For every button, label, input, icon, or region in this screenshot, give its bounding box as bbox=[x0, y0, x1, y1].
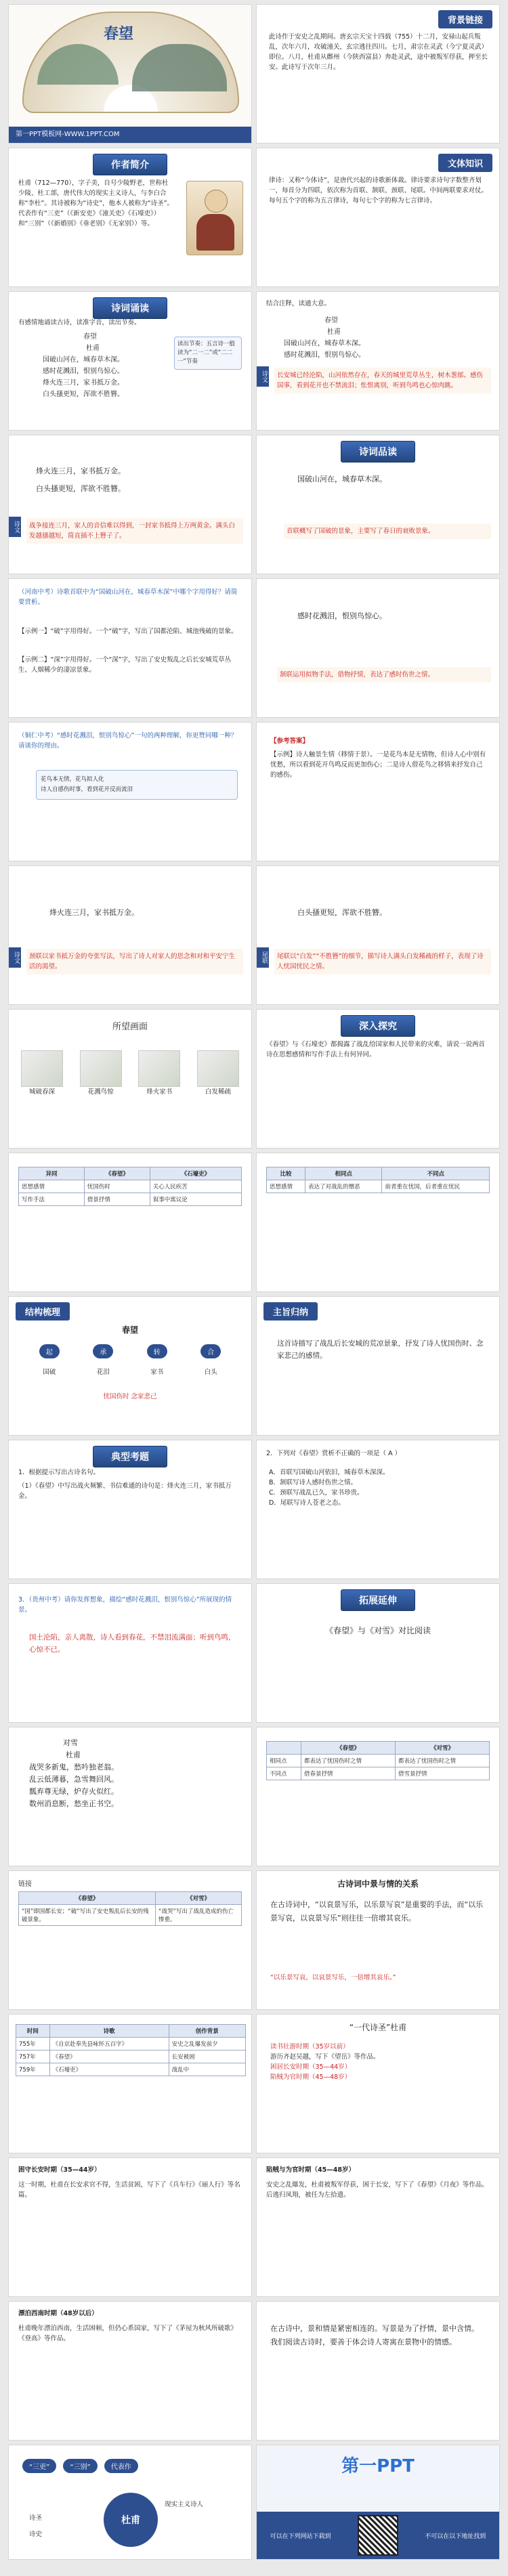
period1-text: 这一时期，杜甫在长安求官不得，生活贫困，写下了《兵车行》《丽人行》等名篇。 bbox=[18, 2181, 240, 2199]
theme-title: 主旨归纳 bbox=[263, 1302, 318, 1321]
typical-q2: 2．下列对《春望》赏析不正确的一项是（ A ） bbox=[266, 1450, 402, 1457]
slide-recite bbox=[8, 291, 252, 431]
scene-text-2: “以乐景写哀，以哀景写乐，一倍增其哀乐。” bbox=[270, 1974, 396, 1981]
duixue-line-3: 瓢弃尊无绿，炉存火似红。 bbox=[29, 1787, 119, 1796]
slide-link-table bbox=[8, 1870, 252, 2010]
explore-text: 《春望》与《石壕吏》都揭露了战乱给国家和人民带来的灾难，请说一说两首诗在思想感情和写作手法上有何异同。 bbox=[266, 1041, 486, 1058]
appreciate-note: 首联概写了国破的景象，主要写了春日的衰败景象。 bbox=[284, 523, 491, 539]
footer-logo: 第一PPT bbox=[341, 2456, 415, 2476]
duixue-line-1: 战哭多新鬼，愁吟独老翁。 bbox=[29, 1763, 119, 1772]
extension-title: 拓展延伸 bbox=[341, 1589, 415, 1611]
option-a: A．首联写国破山河依旧，城春草木深深。 bbox=[269, 1469, 389, 1476]
picture-1 bbox=[21, 1050, 63, 1087]
footer-col-1: 可以在下列网站下载到 bbox=[270, 2533, 331, 2540]
meaning-hint: 结合注释，读通大意。 bbox=[266, 300, 331, 307]
sub-3: 家书 bbox=[150, 1369, 164, 1376]
structure-title: 结构梳理 bbox=[16, 1302, 70, 1321]
couplet-line-4: 白头搔更短，浑欲不胜簪。 bbox=[36, 484, 125, 493]
typical-title: 典型考题 bbox=[93, 1446, 167, 1467]
qr-code bbox=[358, 2515, 398, 2556]
picture-2-label: 花溅鸟惊 bbox=[87, 1088, 114, 1096]
logo-strip: 第一PPT模板网-WWW.1PPT.COM bbox=[9, 127, 251, 143]
pictures-title: 所望画面 bbox=[112, 1022, 148, 1032]
couplet-line-3: 烽火连三月，家书抵万金。 bbox=[36, 467, 125, 475]
slide-summary-text bbox=[256, 2301, 500, 2441]
rhythm-note: 读出节奏：五言诗一般读为“二一二”或“二二一”节奏 bbox=[174, 337, 242, 370]
duixue-author: 杜甫 bbox=[66, 1751, 81, 1759]
exam1-answer-1: 【示例一】“破”字用得好。一个“破”字，写出了国都沦陷、城池残破的景象。 bbox=[18, 628, 238, 635]
slide-duixue-poem bbox=[8, 1727, 252, 1866]
duixue-table: 《春望》 《对雪》 相同点 都表达了忧国伤时之情 都表达了忧国伤时之情 不同点 借春景抒情 借雪景抒情 bbox=[266, 1741, 490, 1780]
link-table: 《春望》 《对雪》 “国”即国都长安；“破”写出了安史叛乱后长安的残破景象。 “战哭”写出了战乱造成的伤亡惨重。 bbox=[18, 1891, 242, 1926]
option-b: B．颔联写诗人感时伤世之情。 bbox=[269, 1479, 358, 1486]
duixue-line-2: 乱云低薄暮，急雪舞回风。 bbox=[29, 1775, 119, 1784]
picture-2 bbox=[80, 1050, 122, 1087]
slide-literature bbox=[256, 148, 500, 287]
lit-text: 律诗：又称“今体诗”，是唐代兴起的诗歌新体裁。律诗要求诗句字数整齐划一，每首分为四联，依次称为首联、颔联、颈联、尾联。中间两联要求对仗。每句五个字的称为五言律诗，每句七个字的称为七言律诗。 bbox=[269, 177, 488, 205]
lit-title: 文体知识 bbox=[438, 154, 492, 172]
couplet56-tab: 诗文 bbox=[9, 947, 21, 968]
poet-center: 杜甫 bbox=[104, 2493, 158, 2547]
couplet78-line: 白头搔更短，浑欲不胜簪。 bbox=[297, 908, 387, 917]
poem-line-r2: 感时花溅泪，恨别鸟惊心。 bbox=[284, 351, 365, 359]
scene-title: 古诗词中景与情的关系 bbox=[337, 1879, 419, 1889]
compare-table-2: 比较 相同点 不同点 思想感情 表达了对战乱的憎恶 前者重在忧国，后者重在忧民 bbox=[266, 1167, 490, 1193]
poem-title-2: 春望 bbox=[324, 317, 338, 324]
slide-duixue-table bbox=[256, 1727, 500, 1866]
couplet78-note: 尾联以“白发”“不胜簪”的细节，描写诗人满头白发稀疏的样子，表现了诗人忧国忧民之情。 bbox=[274, 949, 491, 974]
extension-text: 《春望》与《对雪》对比阅读 bbox=[324, 1626, 431, 1635]
node-4: 合 bbox=[200, 1344, 221, 1358]
exam1-question: （河南中考）诗歌首联中为“国破山河在，城春草木深”中哪个字用得好？请简要赏析。 bbox=[18, 588, 238, 606]
period2-title: 陷贼与为官时期（45—48岁） bbox=[266, 2166, 355, 2174]
answer-text: 【示例】诗人触景生情（移情于景）。一是花鸟本是无情物，但诗人心中别有忧愁，所以看到花开鸟鸣反而更加伤心；二是诗人借花鸟之移情来抒发自己的感伤。 bbox=[270, 751, 486, 779]
exam3-question: 3．（贵州中考）请你发挥想象，描绘“感时花溅泪，恨别鸟惊心”所展现的情景。 bbox=[18, 1596, 232, 1614]
slide-scene-emotion bbox=[256, 1870, 500, 2010]
period3-title: 漂泊西南时期（48岁以后） bbox=[18, 2310, 98, 2317]
couplet56-line: 烽火连三月，家书抵万金。 bbox=[49, 908, 139, 917]
scene-text: 在古诗词中，“以哀景写乐，以乐景写哀”是重要的手法，而“以乐景写哀，以哀景写乐”则往往一倍增其哀乐。 bbox=[270, 1900, 484, 1923]
exam2-item-2: 诗人自感伤时事，看到花开反而流泪 bbox=[41, 786, 133, 793]
tag-2: “三别” bbox=[63, 2459, 97, 2473]
slide-period-3 bbox=[8, 2301, 252, 2441]
sub-1: 国破 bbox=[43, 1369, 56, 1376]
slide-meaning bbox=[256, 291, 500, 431]
slide-couplet-5-6 bbox=[8, 865, 252, 1005]
exam1-answer-2: 【示例二】“深”字用得好。一个“深”字，写出了安史叛乱之后长安城荒草丛生、人烟稀少的凄凉景象。 bbox=[18, 656, 232, 674]
slide-appreciate bbox=[256, 435, 500, 574]
sub-4: 白头 bbox=[204, 1369, 217, 1376]
recite-title: 诗词诵读 bbox=[93, 297, 167, 319]
slide-explore bbox=[256, 1009, 500, 1149]
slide-poet-life bbox=[256, 2014, 500, 2153]
period1-title: 困守长安时期（35—44岁） bbox=[18, 2166, 101, 2174]
picture-4-label: 白发稀疏 bbox=[205, 1088, 231, 1096]
slide-cover bbox=[8, 4, 252, 144]
poet-label: 现实主义诗人 bbox=[165, 2501, 204, 2508]
picture-3-label: 烽火家书 bbox=[146, 1088, 173, 1096]
poet-node-2: 诗史 bbox=[29, 2531, 43, 2538]
period3-text: 杜甫晚年漂泊西南，生活困顿，但仍心系国家，写下了《茅屋为秋风所破歌》《登高》等作品。 bbox=[18, 2325, 238, 2342]
picture-1-label: 城破春深 bbox=[28, 1088, 55, 1096]
structure-top: 春望 bbox=[121, 1325, 138, 1335]
author-portrait bbox=[186, 181, 243, 255]
picture-4 bbox=[197, 1050, 239, 1087]
poem-line-r1: 国破山河在，城春草木深。 bbox=[284, 340, 365, 347]
slide-poet-map bbox=[8, 2445, 252, 2560]
appreciate-line: 国破山河在，城春草木深。 bbox=[297, 475, 387, 484]
poem-author: 杜甫 bbox=[86, 345, 100, 352]
footer-col-2: 不可以在以下地址找到 bbox=[425, 2533, 486, 2540]
poem-author-2: 杜甫 bbox=[327, 328, 341, 336]
couplet2-note: 颔联运用拟物手法，借物抒情，表达了感时伤世之情。 bbox=[277, 667, 491, 683]
typical-q1: 1．根据提示写出古诗名句。 bbox=[18, 1469, 100, 1476]
slide-author bbox=[8, 148, 252, 287]
meaning-note: 长安城已经沦陷，山河依然存在，春天的城里荒草丛生，树木葱郁。感伤国事，看到花开也不禁流泪；怅恨离别，听到鸟鸣也心惊肉跳。 bbox=[274, 368, 491, 393]
slide-footer-ad bbox=[256, 2445, 500, 2560]
bg-title: 背景链接 bbox=[438, 10, 492, 28]
explore-title: 深入探究 bbox=[341, 1015, 415, 1037]
slide-theme bbox=[256, 1296, 500, 1436]
couplet56-note: 颈联以家书抵万金的夸张写法，写出了诗人对家人的思念和对和平安宁生活的渴望。 bbox=[26, 949, 243, 974]
slide-period-2 bbox=[256, 2158, 500, 2297]
slide-timeline-table bbox=[8, 2014, 252, 2153]
slide-exam-2 bbox=[8, 722, 252, 861]
recite-hint: 有感情地诵读古诗，读准字音，读出节奏。 bbox=[18, 319, 141, 326]
picture-3 bbox=[138, 1050, 180, 1087]
slide-structure bbox=[8, 1296, 252, 1436]
poem-title: 春望 bbox=[83, 333, 97, 341]
option-c: C．颈联写战乱已久，家书珍贵。 bbox=[269, 1489, 364, 1497]
duixue-title: 对雪 bbox=[63, 1738, 78, 1747]
author-title: 作者简介 bbox=[93, 154, 167, 175]
node-2: 承 bbox=[93, 1344, 113, 1358]
slide-extension bbox=[256, 1583, 500, 1723]
life-item-3: 困居长安时期（35—44岁） bbox=[270, 2063, 352, 2071]
slide-exam-2-answer bbox=[256, 722, 500, 861]
sub-2: 花泪 bbox=[96, 1369, 110, 1376]
structure-center: 忧国伤时 念家悲己 bbox=[103, 1393, 157, 1400]
compare-table-1: 异同 《春望》 《石壕吏》 思想感情 忧国伤时 关心人民疾苦 写作手法 借景抒情 叙事中寓议论 bbox=[18, 1167, 242, 1206]
cover-title: 春望 bbox=[104, 25, 134, 43]
poet-life-title: “一代诗圣”杜甫 bbox=[349, 2023, 407, 2032]
poet-node-1: 诗圣 bbox=[29, 2514, 43, 2522]
exam3-answer: 国土沦陷，亲人离散，诗人看到春花，不禁泪流满面；听到鸟鸣，心惊不已。 bbox=[29, 1633, 236, 1654]
slide-couplet-2 bbox=[256, 578, 500, 718]
node-3: 转 bbox=[147, 1344, 167, 1358]
duixue-line-4: 数州消息断，愁坐正书空。 bbox=[29, 1799, 119, 1808]
tag-3: 代表作 bbox=[104, 2459, 138, 2473]
link-tag: 链接 bbox=[18, 1881, 32, 1888]
exam2-question: （铜仁中考）“感时花溅泪，恨别鸟惊心”一句的两种理解，你更赞同哪一种？请谈你的理由。 bbox=[18, 732, 238, 750]
author-text: 杜甫（712—770），字子美，自号少陵野老，世称杜少陵、杜工部，唐代伟大的现实主义诗人，与李白合称“李杜”。其诗被称为“诗史”，他本人被称为“诗圣”。代表作有“三吏”（《新安吏》《潼关吏》《石壕吏》）和“三别”（《新婚别》《垂老别》《无家别》）等。 bbox=[18, 179, 174, 228]
life-item-1: 读书壮游时期（35岁以前） bbox=[270, 2043, 350, 2051]
slide-couplet-7-8 bbox=[256, 865, 500, 1005]
node-1: 起 bbox=[39, 1344, 60, 1358]
theme-text: 这首诗描写了战乱后长安城的荒凉景象，抒发了诗人忧国伤时、念家悲己的感情。 bbox=[277, 1339, 484, 1360]
answer-title: 【参考答案】 bbox=[270, 737, 310, 745]
poem-tab: 诗文 bbox=[257, 366, 269, 387]
period2-text: 安史之乱爆发，杜甫被叛军俘获，困于长安，写下了《春望》《月夜》等作品。后逃归凤翔，被任为左拾遗。 bbox=[266, 2181, 488, 2199]
left-tab: 诗文 bbox=[9, 517, 21, 537]
summary-text: 在古诗中，景和情是紧密相连的。写景是为了抒情，景中含情。我们阅读古诗时，要善于体会诗人寄寓在景物中的情感。 bbox=[270, 2324, 479, 2346]
tag-1: “三吏” bbox=[22, 2459, 56, 2473]
poem-line-4: 白头搔更短，浑欲不胜簪。 bbox=[43, 391, 124, 398]
bg-text: 此诗作于安史之乱期间。唐玄宗天宝十四载（755）十二月，安禄山起兵叛乱，次年六月，攻破潼关，玄宗逃往四川。七月，肃宗在灵武（今宁夏灵武）即位。八月，杜甫从鄜州（今陕西富县）奔赴灵武，途中被叛军俘获，押至长安。此诗写于次年三月。 bbox=[269, 33, 488, 71]
exam2-item-1: 花鸟本无情，花鸟拟人化 bbox=[41, 776, 104, 783]
slide-background bbox=[256, 4, 500, 144]
life-item-2: 游历齐赵吴越，写下《望岳》等作品。 bbox=[270, 2053, 380, 2061]
slide-exam-typical bbox=[8, 1440, 252, 1579]
slide-compare-table-2 bbox=[256, 1153, 500, 1292]
couplet2-line: 感时花溅泪，恨别鸟惊心。 bbox=[297, 611, 387, 620]
slide-pictures bbox=[8, 1009, 252, 1149]
slide-period-1 bbox=[8, 2158, 252, 2297]
option-d: D．尾联写诗人苍老之态。 bbox=[269, 1499, 345, 1507]
slide-couplet-3-4 bbox=[8, 435, 252, 574]
poem-line-1: 国破山河在，城春草木深。 bbox=[43, 356, 124, 364]
life-item-4: 陷贼为官时期（45—48岁） bbox=[270, 2074, 352, 2081]
appreciate-title: 诗词品读 bbox=[341, 441, 415, 463]
slide-compare-table-1 bbox=[8, 1153, 252, 1292]
slide-exam-options bbox=[256, 1440, 500, 1579]
slide-exam-1 bbox=[8, 578, 252, 718]
timeline-table: 时间 诗歌 创作背景 755年 《自京赴奉先县咏怀五百字》 安史之乱爆发前夕 757年 《春望》 长安被困 759年 《石壕吏》 战乱中 bbox=[16, 2024, 246, 2076]
couplet78-tab: 尾联 bbox=[257, 947, 269, 968]
slide-exam-3 bbox=[8, 1583, 252, 1723]
poem-line-3: 烽火连三月，家书抵万金。 bbox=[43, 379, 124, 387]
poem-line-2: 感时花溅泪，恨别鸟惊心。 bbox=[43, 368, 124, 375]
couplet-note: 战争接连三月，家人的音信难以得到，一封家书抵得上万两黄金。满头白发越搔越短，简直插不上簪子了。 bbox=[26, 518, 243, 544]
typical-q1a: （1）《春望》中写出战火频繁、书信难通的诗句是：烽火连三月，家书抵万金。 bbox=[18, 1482, 232, 1500]
